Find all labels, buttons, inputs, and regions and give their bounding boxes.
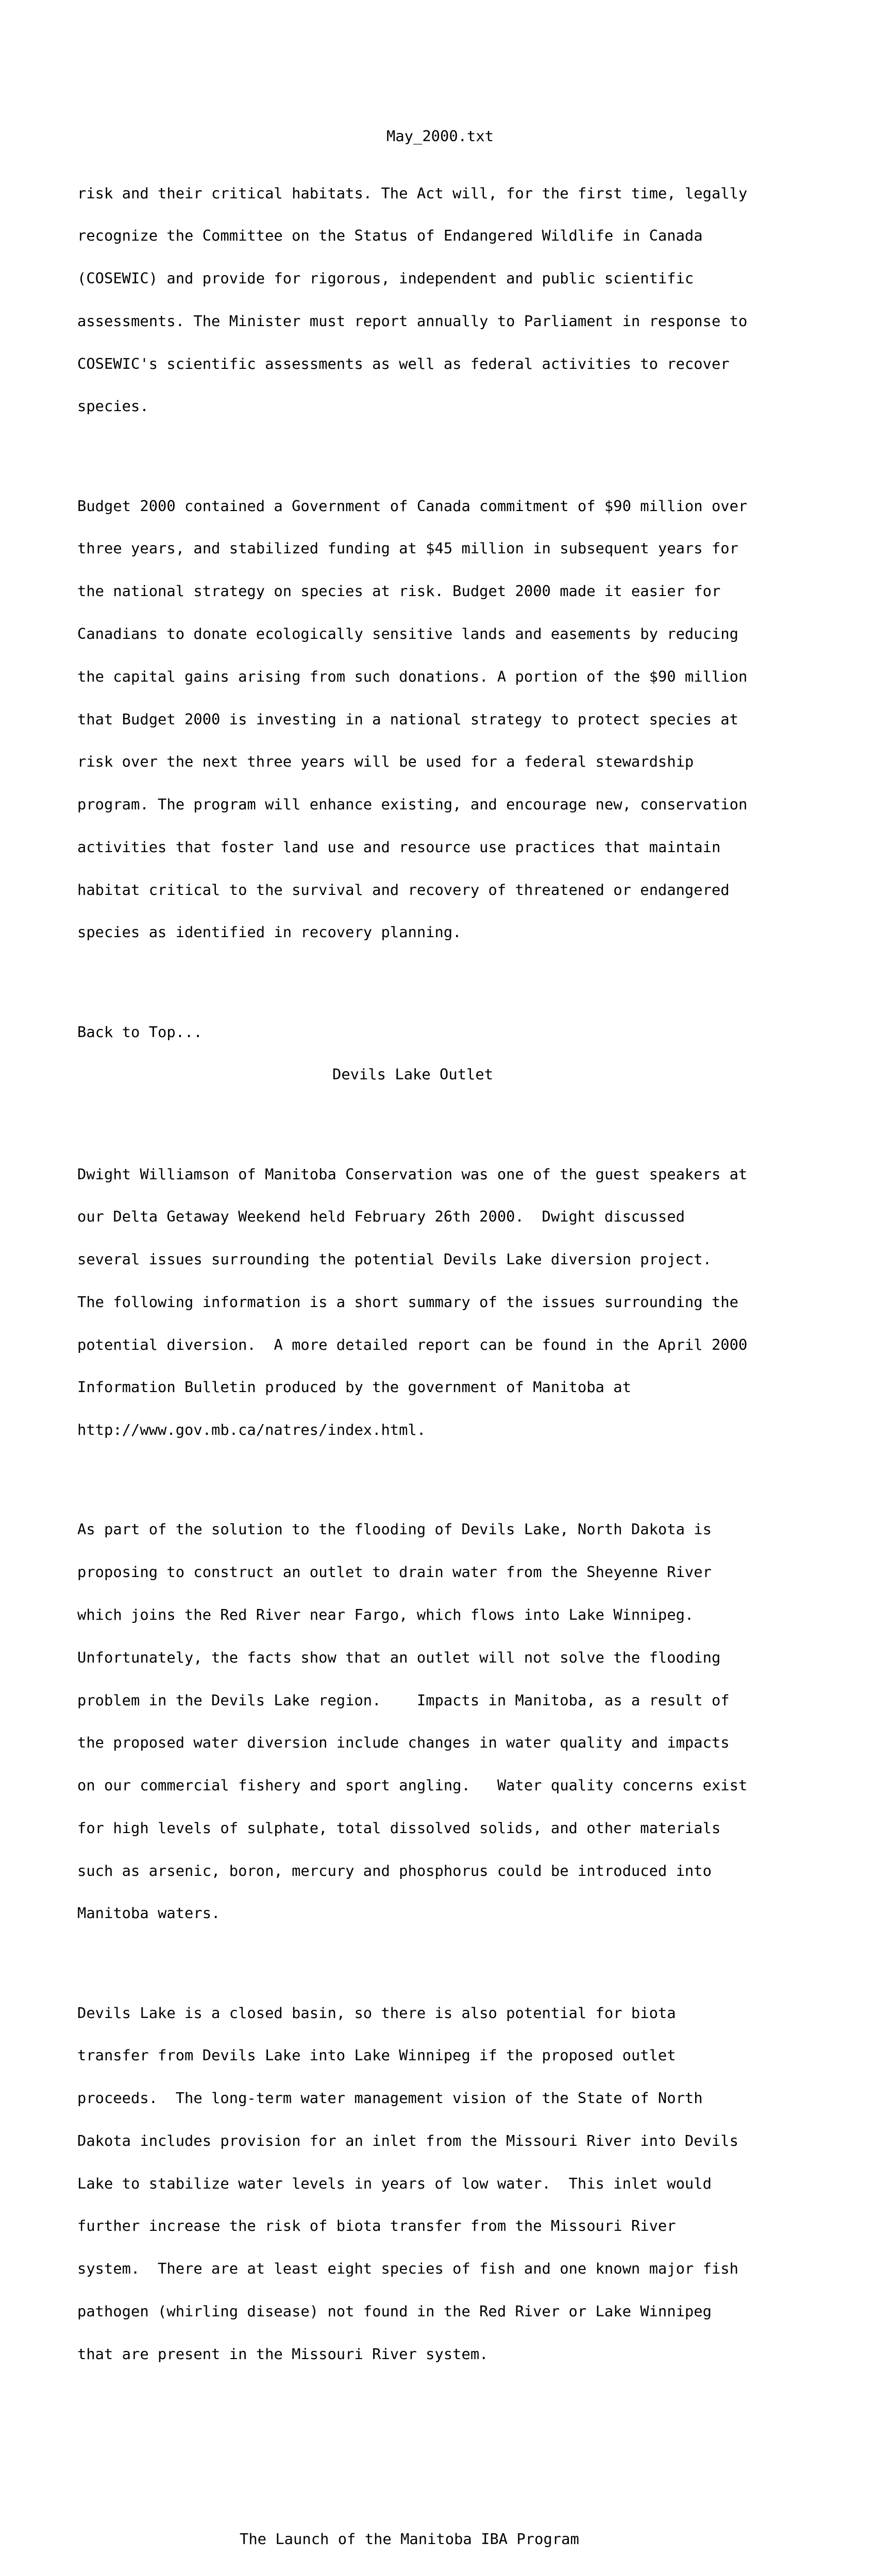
text-line: that Budget 2000 is investing in a national strategy to protect species at — [77, 710, 738, 728]
text-line: activities that foster land use and resource use practices that maintain — [77, 838, 721, 856]
text-line: Unfortunately, the facts show that an outlet will not solve the flooding — [77, 1648, 721, 1666]
back-to-top-link[interactable]: Back to Top... — [77, 1023, 203, 1041]
text-line: for high levels of sulphate, total dissolved solids, and other materials — [77, 1819, 721, 1837]
text-line: Lake to stabilize water levels in years of low water. This inlet would — [77, 2174, 712, 2192]
text-line: transfer from Devils Lake into Lake Winnipeg if the proposed outlet — [77, 2046, 676, 2064]
text-line: Devils Lake is a closed basin, so there is also potential for biota — [77, 2004, 676, 2022]
text-line: that are present in the Missouri River system. — [77, 2345, 488, 2363]
text-line: further increase the risk of biota transfer from the Missouri River — [77, 2217, 676, 2235]
text-line: which joins the Red River near Fargo, which flows into Lake Winnipeg. — [77, 1605, 694, 1623]
text-line: on our commercial fishery and sport angling. Water quality concerns exist — [77, 1776, 748, 1794]
blank-line — [77, 1949, 799, 1963]
text-line: Canadians to donate ecologically sensitive lands and easements by reducing — [77, 624, 738, 642]
text-line: recognize the Committee on the Status of Endangered Wildlife in Canada — [77, 227, 703, 245]
text-line: system. There are at least eight species of fish and one known major fish — [77, 2260, 738, 2278]
text-line: species. — [77, 397, 149, 415]
text-line: three years, and stabilized funding at $45 million in subsequent years for — [77, 539, 738, 557]
blank-line — [77, 2475, 799, 2489]
section-heading-devils-lake: Devils Lake Outlet — [332, 1065, 494, 1083]
text-line: proceeds. The long-term water management vision of the State of North — [77, 2089, 703, 2107]
document-text — [77, 101, 799, 2576]
blank-line — [77, 2390, 799, 2404]
text-line: potential diversion. A more detailed report can be found in the April 2000 — [77, 1335, 748, 1353]
text-line: As part of the solution to the flooding of Devils Lake, North Dakota is — [77, 1520, 712, 1538]
text-line: http://www.gov.mb.ca/natres/index.html. — [77, 1421, 426, 1439]
section-heading-iba: The Launch of the Manitoba IBA Program — [240, 2530, 579, 2548]
text-line: risk and their critical habitats. The Act will, for the first time, legally — [77, 184, 748, 202]
text-line: proposing to construct an outlet to drain water from the Sheyenne River — [77, 1563, 712, 1581]
text-line: pathogen (whirling disease) not found in the Red River or Lake Winnipeg — [77, 2302, 712, 2320]
text-line: Dakota includes provision for an inlet from the Missouri River into Devils — [77, 2131, 738, 2149]
text-line: The following information is a short summary of the issues surrounding the — [77, 1293, 738, 1311]
text-line: the national strategy on species at risk. Budget 2000 made it easier for — [77, 582, 721, 600]
text-line: COSEWIC's scientific assessments as well as federal activities to recover — [77, 354, 730, 372]
text-line: our Delta Getaway Weekend held February 26th 2000. Dwight discussed — [77, 1208, 685, 1226]
text-line: species as identified in recovery planning. — [77, 923, 462, 941]
text-line: the capital gains arising from such donations. A portion of the $90 million — [77, 667, 748, 685]
text-line: the proposed water diversion include changes in water quality and impacts — [77, 1734, 730, 1752]
text-line: habitat critical to the survival and recovery of threatened or endangered — [77, 880, 730, 899]
text-line: risk over the next three years will be used for a federal stewardship — [77, 753, 694, 771]
blank-line — [77, 1110, 799, 1125]
blank-line — [77, 1466, 799, 1480]
text-line: Dwight Williamson of Manitoba Conservation was one of the guest speakers at — [77, 1165, 748, 1183]
blank-line — [77, 968, 799, 982]
blank-line — [77, 442, 799, 456]
text-line: several issues surrounding the potential Devils Lake diversion project. — [77, 1250, 712, 1268]
text-line: Information Bulletin produced by the government of Manitoba at — [77, 1378, 631, 1396]
text-line: problem in the Devils Lake region. Impacts in Manitoba, as a result of — [77, 1691, 730, 1709]
page-header: May_2000.txt — [386, 127, 494, 145]
text-line: program. The program will enhance existing, and encourage new, conservation — [77, 795, 748, 814]
text-line: such as arsenic, boron, mercury and phosphorus could be introduced into — [77, 1861, 712, 1879]
text-line: Manitoba waters. — [77, 1904, 221, 1922]
text-line: Budget 2000 contained a Government of Canada commitment of $90 million over — [77, 497, 748, 515]
blank-line — [77, 2432, 799, 2447]
text-line: assessments. The Minister must report annually to Parliament in response to — [77, 312, 748, 330]
text-line: (COSEWIC) and provide for rigorous, independent and public scientific — [77, 269, 694, 287]
